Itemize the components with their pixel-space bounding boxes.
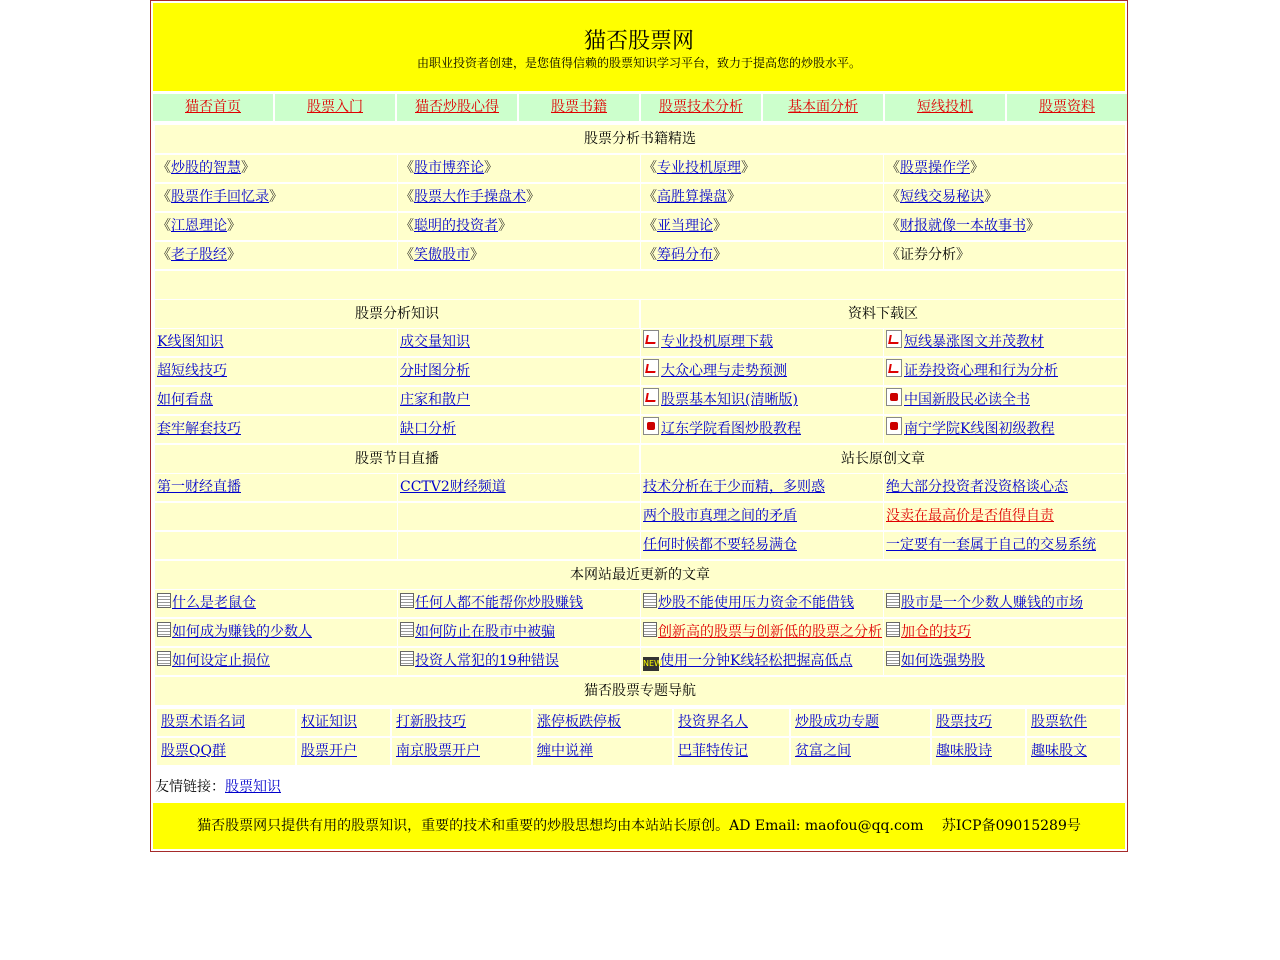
book-link[interactable]: 股市博弈论 — [414, 160, 484, 176]
recent-article-link[interactable]: 创新高的股票与创新低的股票之分析 — [658, 624, 882, 640]
pdf-icon — [643, 388, 659, 406]
site-header — [153, 3, 1125, 91]
topic-link[interactable]: 趣味股文 — [1031, 743, 1087, 759]
friend-link-stock-knowledge[interactable]: 股票知识 — [225, 779, 281, 795]
bracket-open: 《 — [886, 160, 900, 176]
nav-cell — [641, 94, 761, 121]
knowledge-cell — [398, 387, 640, 414]
topic-link[interactable]: 股票软件 — [1031, 714, 1087, 730]
bracket-open: 《 — [157, 189, 171, 205]
download-link[interactable]: 证券投资心理和行为分析 — [904, 363, 1058, 379]
book-link[interactable]: 股票大作手操盘术 — [414, 189, 526, 205]
download-link[interactable]: 辽东学院看图炒股教程 — [661, 421, 801, 437]
main-nav — [153, 94, 1127, 122]
bracket-open: 《 — [157, 218, 171, 234]
live-cell — [155, 474, 397, 501]
topic-cell — [674, 738, 789, 765]
pdf-icon — [643, 359, 659, 377]
image-icon — [886, 417, 902, 435]
friend-links — [155, 777, 281, 797]
bracket-close: 》 — [713, 218, 727, 234]
site-title: 猫否股票网 — [583, 29, 694, 54]
download-cell — [641, 358, 883, 385]
live-cell — [398, 474, 640, 501]
topic-link[interactable]: 投资界名人 — [678, 714, 748, 730]
nav-link[interactable]: 股票入门 — [307, 99, 363, 115]
original-article-link[interactable]: 两个股市真理之间的矛盾 — [643, 508, 797, 524]
nav-link[interactable]: 短线投机 — [917, 99, 973, 115]
topic-link[interactable]: 炒股成功专题 — [795, 714, 879, 730]
topic-link[interactable]: 股票术语名词 — [161, 714, 245, 730]
bracket-open: 《 — [400, 247, 414, 263]
bracket-close: 》 — [484, 160, 498, 176]
topic-link[interactable]: 趣味股诗 — [936, 743, 992, 759]
book-cell — [398, 184, 640, 211]
live-cell — [155, 503, 397, 530]
topic-cell — [674, 709, 789, 736]
topic-link[interactable]: 股票开户 — [301, 743, 357, 759]
knowledge-link[interactable]: 庄家和散户 — [400, 392, 470, 408]
bracket-close: 》 — [956, 247, 970, 263]
book-cell — [155, 213, 397, 240]
original-article-link[interactable]: 技术分析在于少而精，多则惑 — [643, 479, 825, 495]
bracket-close: 》 — [227, 247, 241, 263]
recent-cell — [641, 590, 883, 617]
document-icon — [886, 622, 900, 637]
nav-link[interactable]: 猫否首页 — [185, 99, 241, 115]
recent-article-link[interactable]: 炒股不能使用压力资金不能借钱 — [658, 595, 854, 611]
recent-cell — [641, 648, 883, 675]
live-link[interactable]: 第一财经直播 — [157, 479, 241, 495]
topic-link[interactable]: 股票QQ群 — [161, 743, 226, 759]
document-icon — [886, 651, 900, 666]
topic-cell — [157, 738, 295, 765]
book-cell — [884, 184, 1126, 211]
recent-article-link[interactable]: 如何成为赚钱的少数人 — [172, 624, 312, 640]
recent-section-title: 本网站最近更新的文章 — [155, 561, 1125, 589]
recent-cell — [398, 648, 640, 675]
bracket-close: 》 — [227, 218, 241, 234]
bracket-open: 《 — [643, 218, 657, 234]
recent-cell — [155, 619, 397, 646]
document-icon — [643, 622, 657, 637]
topic-cell — [533, 709, 672, 736]
book-link[interactable]: 高胜算操盘 — [657, 189, 727, 205]
document-icon — [400, 622, 414, 637]
original-article-link[interactable]: 任何时候都不要轻易满仓 — [643, 537, 797, 553]
download-cell — [884, 358, 1126, 385]
topic-cell — [1027, 738, 1120, 765]
original-cell — [641, 474, 883, 501]
book-link[interactable]: 亚当理论 — [657, 218, 713, 234]
knowledge-cell — [155, 358, 397, 385]
live-link[interactable]: CCTV2财经频道 — [400, 479, 506, 495]
bracket-close: 》 — [713, 247, 727, 263]
topic-link[interactable]: 股票技巧 — [936, 714, 992, 730]
recent-cell — [884, 648, 1126, 675]
topic-cell — [932, 738, 1025, 765]
topic-cell — [791, 709, 930, 736]
book-link[interactable]: 老子股经 — [171, 247, 227, 263]
live-cell — [398, 503, 640, 530]
bracket-close: 》 — [727, 189, 741, 205]
document-icon — [157, 651, 171, 666]
downloads-section-title: 资料下载区 — [641, 300, 1125, 328]
topic-cell — [392, 738, 531, 765]
nav-cell — [885, 94, 1005, 121]
document-icon — [886, 593, 900, 608]
topic-cell — [297, 738, 390, 765]
knowledge-cell — [398, 358, 640, 385]
pdf-icon — [886, 330, 902, 348]
pdf-icon — [643, 330, 659, 348]
original-cell — [884, 503, 1126, 530]
live-cell — [155, 532, 397, 559]
download-link[interactable]: 专业投机原理下载 — [661, 334, 773, 350]
recent-cell — [155, 648, 397, 675]
download-cell — [884, 387, 1126, 414]
book-cell — [155, 242, 397, 269]
book-link[interactable]: 炒股的智慧 — [171, 160, 241, 176]
knowledge-cell — [155, 387, 397, 414]
document-icon — [643, 593, 657, 608]
topic-link[interactable]: 巴菲特传记 — [678, 743, 748, 759]
original-section-title: 站长原创文章 — [641, 445, 1125, 473]
download-link[interactable]: 短线暴涨图文并茂教材 — [904, 334, 1044, 350]
download-link[interactable]: 股票基本知识(清晰版) — [661, 392, 798, 408]
knowledge-cell — [398, 416, 640, 443]
nav-link[interactable]: 股票书籍 — [551, 99, 607, 115]
bracket-open: 《 — [400, 160, 414, 176]
site-footer — [153, 803, 1125, 849]
bracket-open: 《 — [643, 247, 657, 263]
recent-article-link[interactable]: 什么是老鼠仓 — [172, 595, 256, 611]
download-cell — [641, 329, 883, 356]
document-icon — [400, 651, 414, 666]
book-link[interactable]: 专业投机原理 — [657, 160, 741, 176]
nav-link[interactable]: 股票资料 — [1039, 99, 1095, 115]
download-link[interactable]: 中国新股民必读全书 — [904, 392, 1030, 408]
nav-cell — [275, 94, 395, 121]
recent-cell — [398, 619, 640, 646]
nav-cell — [1007, 94, 1127, 121]
book-link[interactable]: 股票作手回忆录 — [171, 189, 269, 205]
recent-article-link[interactable]: 加仓的技巧 — [901, 624, 971, 640]
book-cell — [398, 242, 640, 269]
original-cell — [641, 503, 883, 530]
topic-cell — [1027, 709, 1120, 736]
document-icon — [157, 593, 171, 608]
book-cell — [155, 155, 397, 182]
recent-article-link[interactable]: 投资人常犯的19种错误 — [415, 653, 559, 669]
nav-cell — [153, 94, 273, 121]
book-link[interactable]: 筹码分布 — [657, 247, 713, 263]
bracket-open: 《 — [886, 189, 900, 205]
book-link[interactable]: 股票操作学 — [900, 160, 970, 176]
original-article-link[interactable]: 一定要有一套属于自己的交易系统 — [886, 537, 1096, 553]
topic-cell — [791, 738, 930, 765]
knowledge-cell — [155, 416, 397, 443]
recent-cell — [155, 590, 397, 617]
book-link[interactable]: 笑傲股市 — [414, 247, 470, 263]
nav-cell — [519, 94, 639, 121]
topic-link[interactable]: 缠中说禅 — [537, 743, 593, 759]
topic-cell — [392, 709, 531, 736]
bracket-close: 》 — [984, 189, 998, 205]
book-cell — [398, 213, 640, 240]
topic-cell — [932, 709, 1025, 736]
book-link[interactable]: 财报就像一本故事书 — [900, 218, 1026, 234]
bracket-open: 《 — [157, 160, 171, 176]
recent-article-link[interactable]: 任何人都不能帮你炒股赚钱 — [415, 595, 583, 611]
document-icon — [400, 593, 414, 608]
site-subtitle: 由职业投资者创建，是您值得信赖的股票知识学习平台，致力于提高您的炒股水平。 — [416, 56, 861, 70]
topic-cell — [157, 709, 295, 736]
topic-link[interactable]: 贫富之间 — [795, 743, 851, 759]
download-link[interactable]: 大众心理与走势预测 — [661, 363, 787, 379]
recent-article-link[interactable]: 使用一分钟K线轻松把握高低点 — [660, 653, 853, 669]
bracket-open: 《 — [643, 189, 657, 205]
image-icon — [886, 388, 902, 406]
bracket-open: 《 — [400, 189, 414, 205]
topic-link[interactable]: 南京股票开户 — [396, 743, 480, 759]
original-cell — [884, 474, 1126, 501]
live-section-title: 股票节目直播 — [155, 445, 639, 473]
book-cell — [398, 155, 640, 182]
knowledge-link[interactable]: 缺口分析 — [400, 421, 456, 437]
friend-links-label: 友情链接： — [155, 779, 225, 795]
book-link[interactable]: 短线交易秘诀 — [900, 189, 984, 205]
bracket-open: 《 — [643, 160, 657, 176]
bracket-close: 》 — [1026, 218, 1040, 234]
topic-link[interactable]: 打新股技巧 — [396, 714, 466, 730]
book-cell — [155, 184, 397, 211]
knowledge-cell — [398, 329, 640, 356]
original-cell — [641, 532, 883, 559]
download-cell — [884, 416, 1126, 443]
recent-article-link[interactable]: 如何防止在股市中被骗 — [415, 624, 555, 640]
book-cell — [641, 184, 883, 211]
book-cell — [641, 155, 883, 182]
original-article-link[interactable]: 绝大部分投资者没资格谈心态 — [886, 479, 1068, 495]
knowledge-link[interactable]: 如何看盘 — [157, 392, 213, 408]
nav-link[interactable]: 猫否炒股心得 — [415, 99, 499, 115]
topic-link[interactable]: 权证知识 — [301, 714, 357, 730]
nav-cell — [763, 94, 883, 121]
recent-cell — [398, 590, 640, 617]
pdf-icon — [886, 359, 902, 377]
book-cell — [884, 155, 1126, 182]
new-badge-icon: NEW — [643, 657, 659, 671]
book-link[interactable]: 聪明的投资者 — [414, 218, 498, 234]
original-article-link[interactable]: 没卖在最高价是否值得自责 — [886, 508, 1054, 524]
document-icon — [157, 622, 171, 637]
topic-cell — [297, 709, 390, 736]
knowledge-link[interactable]: 套牢解套技巧 — [157, 421, 241, 437]
bracket-open: 《 — [400, 218, 414, 234]
download-cell — [641, 416, 883, 443]
recent-article-link[interactable]: 股市是一个少数人赚钱的市场 — [901, 595, 1083, 611]
footer-text: 猫否股票网只提供有用的股票知识，重要的技术和重要的炒股思想均由本站站长原创。AD Email: maofou@qq.com 苏ICP备09015289号 — [197, 818, 1081, 834]
book-cell — [884, 242, 1126, 269]
bracket-close: 》 — [498, 218, 512, 234]
book-cell — [641, 242, 883, 269]
book-title: 证券分析 — [900, 247, 956, 263]
bracket-close: 》 — [269, 189, 283, 205]
knowledge-link[interactable]: 成交量知识 — [400, 334, 470, 350]
bracket-open: 《 — [886, 247, 900, 263]
download-link[interactable]: 南宁学院K线图初级教程 — [904, 421, 1055, 437]
knowledge-link[interactable]: 超短线技巧 — [157, 363, 227, 379]
topic-link[interactable]: 涨停板跌停板 — [537, 714, 621, 730]
knowledge-link[interactable]: K线图知识 — [157, 334, 224, 350]
page-container — [150, 0, 1128, 852]
nav-link[interactable]: 基本面分析 — [788, 99, 858, 115]
image-icon — [643, 417, 659, 435]
nav-link[interactable]: 股票技术分析 — [659, 99, 743, 115]
bracket-close: 》 — [970, 160, 984, 176]
bracket-close: 》 — [741, 160, 755, 176]
original-cell — [884, 532, 1126, 559]
nav-cell — [397, 94, 517, 121]
bracket-open: 《 — [157, 247, 171, 263]
bracket-open: 《 — [886, 218, 900, 234]
bracket-close: 》 — [470, 247, 484, 263]
recent-article-link[interactable]: 如何选强势股 — [901, 653, 985, 669]
topic-cell — [533, 738, 672, 765]
download-cell — [884, 329, 1126, 356]
book-cell — [641, 213, 883, 240]
recent-article-link[interactable]: 如何设定止损位 — [172, 653, 270, 669]
download-cell — [641, 387, 883, 414]
recent-cell — [884, 619, 1126, 646]
spacer-row — [155, 271, 1125, 299]
book-cell — [884, 213, 1126, 240]
knowledge-link[interactable]: 分时图分析 — [400, 363, 470, 379]
recent-cell — [641, 619, 883, 646]
knowledge-cell — [155, 329, 397, 356]
book-link[interactable]: 江恩理论 — [171, 218, 227, 234]
books-section-title: 股票分析书籍精选 — [155, 125, 1125, 153]
bracket-close: 》 — [241, 160, 255, 176]
knowledge-section-title: 股票分析知识 — [155, 300, 639, 328]
recent-cell — [884, 590, 1126, 617]
live-cell — [398, 532, 640, 559]
bracket-close: 》 — [526, 189, 540, 205]
topics-section-title: 猫否股票专题导航 — [155, 677, 1125, 705]
